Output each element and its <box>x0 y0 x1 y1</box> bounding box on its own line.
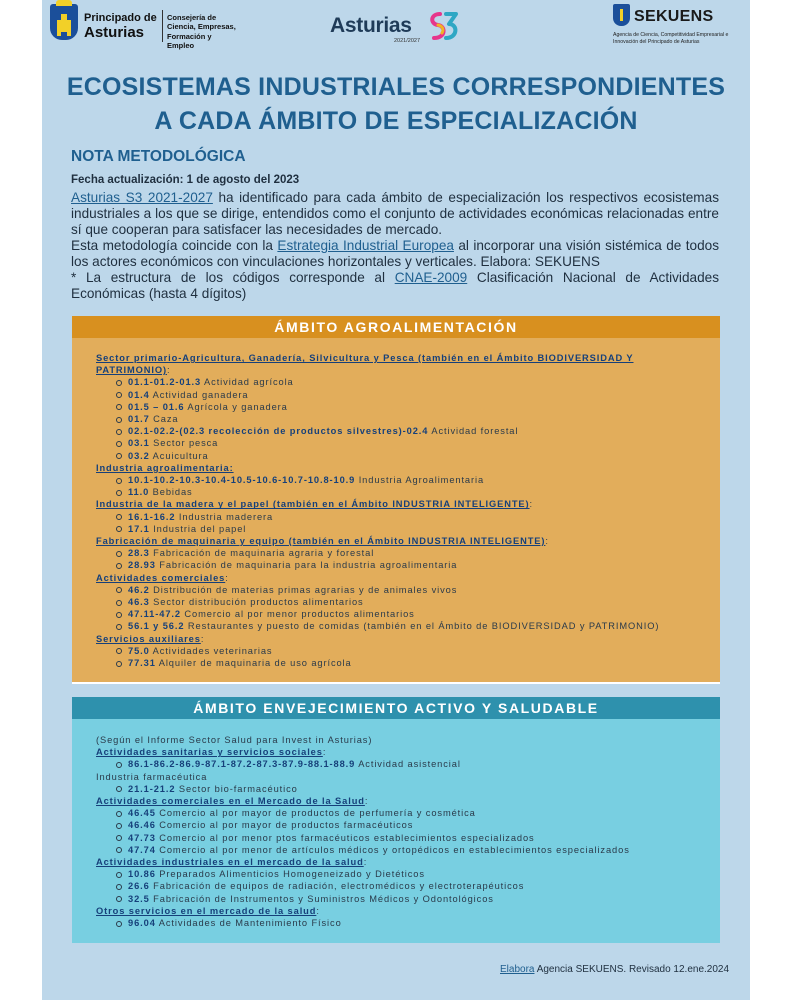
list-item: 01.7 Caza <box>128 413 696 425</box>
env-group-title[interactable]: Actividades industriales en el mercado de la salud <box>96 857 364 868</box>
env-group-items <box>96 783 696 795</box>
list-item: 32.5 Fabricación de Instrumentos y Suministros Médicos y Odontológicos <box>128 893 696 905</box>
agro-section <box>72 338 720 684</box>
list-item: 46.3 Sector distribución productos alimentarios <box>128 596 696 608</box>
list-item: 01.4 Actividad ganadera <box>128 389 696 401</box>
principado-asturias-logo <box>50 4 240 51</box>
nota-heading: NOTA METODOLÓGICA <box>71 148 246 165</box>
agro-group-items <box>96 645 696 669</box>
list-item: 10.86 Preparados Alimenticios Homogeneizado y Dietéticos <box>128 868 696 880</box>
env-group-items <box>96 807 696 856</box>
agro-group-title[interactable]: Actividades comerciales <box>96 572 226 583</box>
s3-wordmark: Asturias <box>330 14 412 37</box>
list-item: 47.74 Comercio al por menor de artículos médicos y ortopédicos en establecimientos especializados <box>128 844 696 856</box>
env-group-title[interactable]: Actividades comerciales en el Mercado de la Salud <box>96 796 365 807</box>
document-page <box>42 0 750 1000</box>
asturias-s3-link[interactable]: Asturias S3 2021-2027 <box>71 190 213 205</box>
asturias-label: Asturias <box>84 24 145 41</box>
list-item: 01.5 – 01.6 Agrícola y ganadera <box>128 401 696 413</box>
sekuens-wordmark: SEKUENS <box>634 8 714 25</box>
list-item: 28.3 Fabricación de maquinaria agraria y forestal <box>128 547 696 559</box>
list-item: 21.1-21.2 Sector bio-farmacéutico <box>128 783 696 795</box>
agro-group-title[interactable]: Industria agroalimentaria: <box>96 462 234 473</box>
cnae-link[interactable]: CNAE-2009 <box>394 270 468 285</box>
list-item: 03.1 Sector pesca <box>128 437 696 449</box>
list-item: 47.73 Comercio al por menor ptos farmacéuticos establecimientos especializados <box>128 832 696 844</box>
sekuens-logo <box>613 4 743 48</box>
agro-group-items <box>96 376 696 461</box>
env-list: (Según el Informe Sector Salud para Invest in Asturias) Actividades sanitarias y servicios sociales: 86.1-86.2-86.9-87.1-87.2-87.3-87.9-88.1-88.9 Actividad asistencial Industria farmacéutica 21.1-21.2 Sector bio-farmacéutico Actividades comerciales en el Mercado de la Salud: 46.45 Comercio al por mayor de productos de perfumería y cosmética 46.46 Comercio al por mayor de productos farmacéuticos 47.73 Comercio al por menor ptos farmacéuticos establecimientos especializados 47.74 Comercio al por menor de artículos médicos y ortopédicos en establecimientos especializados Actividades industriales en el mercado de la salud: 10.86 Preparados Alimenticios Homogeneizado y Dietéticos 26.6 Fabricación de equipos de radiación, electromédicos y electroterapéuticos 32.5 Fabricación de Instrumentos y Suministros Médicos y Odontológicos Otros servicios en el mercado de la salud: 96.04 Actividades de Mantenimiento Físico <box>96 734 696 929</box>
update-date: Fecha actualización: 1 de agosto del 2023 <box>71 174 300 186</box>
principado-label: Principado de <box>84 12 157 24</box>
env-group-title: Industria farmacéutica <box>96 771 208 782</box>
page-title: ECOSISTEMAS INDUSTRIALES CORRESPONDIENTES A CADA ÁMBITO DE ESPECIALIZACIÓN <box>66 73 726 135</box>
list-item: 46.46 Comercio al por mayor de productos farmacéuticos <box>128 819 696 831</box>
asturias-shield-icon <box>50 4 78 40</box>
env-group-title[interactable]: Actividades sanitarias y servicios sociales <box>96 747 323 758</box>
logo-divider <box>162 10 163 42</box>
agro-group-items <box>96 511 696 535</box>
list-item: 77.31 Alquiler de maquinaria de uso agrícola <box>128 657 696 669</box>
list-item: 17.1 Industria del papel <box>128 523 696 535</box>
agro-group-title[interactable]: Sector primario-Agricultura, Ganadería, Silvicultura y Pesca (también en el Ámbito BIODIVERSIDAD Y PATRIMONIO) <box>96 353 634 376</box>
env-group-items <box>96 868 696 905</box>
list-item: 46.45 Comercio al por mayor de productos de perfumería y cosmética <box>128 807 696 819</box>
list-item: 03.2 Acuicultura <box>128 450 696 462</box>
list-item: 75.0 Actividades veterinarias <box>128 645 696 657</box>
footer <box>500 964 729 975</box>
estrategia-industrial-link[interactable]: Estrategia Industrial Europea <box>277 238 454 253</box>
elabora-link[interactable]: Elabora <box>500 964 535 975</box>
agro-group-title[interactable]: Servicios auxiliares <box>96 633 201 644</box>
list-item: 46.2 Distribución de materias primas agrarias y de animales vivos <box>128 584 696 596</box>
agro-group-title[interactable]: Fabricación de maquinaria y equipo (también en el Ámbito INDUSTRIA INTELIGENTE) <box>96 536 546 547</box>
footer-text: Agencia SEKUENS. Revisado 12.ene.2024 <box>534 964 730 975</box>
env-note: (Según el Informe Sector Salud para Invest in Asturias) <box>96 735 373 745</box>
list-item: 02.1-02.2-(02.3 recolección de productos silvestres)-02.4 Actividad forestal <box>128 425 696 437</box>
list-item: 16.1-16.2 Industria maderera <box>128 511 696 523</box>
list-item: 86.1-86.2-86.9-87.1-87.2-87.3-87.9-88.1-88.9 Actividad asistencial <box>128 758 696 770</box>
sekuens-description: Agencia de Ciencia, Competitividad Empresarial e Innovación del Principado de Asturias <box>613 32 729 45</box>
env-group-items <box>96 758 696 770</box>
agro-group-items <box>96 584 696 633</box>
intro-text: Asturias S3 2021-2027 ha identificado para cada ámbito de especialización los respectivos ecosistemas industriales a los que se dirige, entendidos como el conjunto de actividades económicas relacionadas entre sí que cooperan para satisfacer las necesidades de mercado. Esta metodología coincide con la Estrategia Industrial Europea al incorporar una visión sistémica de todos los actores económicos con vinculaciones horizontales y verticales. Elabora: SEKUENS * La estructura de los códigos corresponde al CNAE-2009 Clasificación Nacional de Actividades Económicas (hasta 4 dígitos) <box>71 190 719 301</box>
asturias-s3-logo <box>330 10 462 46</box>
s3-year: 2021/2027 <box>394 38 420 44</box>
agro-section-heading: ÁMBITO AGROALIMENTACIÓN <box>72 316 720 338</box>
list-item: 26.6 Fabricación de equipos de radiación, electromédicos y electroterapéuticos <box>128 880 696 892</box>
env-group-title[interactable]: Otros servicios en el mercado de la salud <box>96 905 317 916</box>
list-item: 10.1-10.2-10.3-10.4-10.5-10.6-10.7-10.8-10.9 Industria Agroalimentaria <box>128 474 696 486</box>
list-item: 11.0 Bebidas <box>128 486 696 498</box>
list-item: 56.1 y 56.2 Restaurantes y puesto de comidas (también en el Ámbito de BIODIVERSIDAD y PATRIMONIO) <box>128 620 696 632</box>
sekuens-shield-icon <box>613 4 630 26</box>
agro-group-items <box>96 547 696 571</box>
consejeria-label: Consejería de Ciencia, Empresas, Formación y Empleo <box>167 13 236 51</box>
env-group-items <box>96 917 696 929</box>
agro-group-items <box>96 474 696 498</box>
list-item: 28.93 Fabricación de maquinaria para la industria agroalimentaria <box>128 559 696 571</box>
env-section-heading: ÁMBITO ENVEJECIMIENTO ACTIVO Y SALUDABLE <box>72 697 720 719</box>
list-item: 47.11-47.2 Comercio al por menor productos alimentarios <box>128 608 696 620</box>
agro-list: Sector primario-Agricultura, Ganadería, Silvicultura y Pesca (también en el Ámbito BIODIVERSIDAD Y PATRIMONIO): 01.1-01.2-01.3 Actividad agrícola 01.4 Actividad ganadera 01.5 – 01.6 Agrícola y ganadera 01.7 Caza 02.1-02.2-(02.3 recolección de productos silvestres)-02.4 Actividad forestal 03.1 Sector pesca 03.2 Acuicultura Industria agroalimentaria: 10.1-10.2-10.3-10.4-10.5-10.6-10.7-10.8-10.9 Industria Agroalimentaria 11.0 Bebidas Industria de la madera y el papel (también en el Ámbito INDUSTRIA INTELIGENTE): 16.1-16.2 Industria maderera 17.1 Industria del papel Fabricación de maquinaria y equipo (también en el Ámbito INDUSTRIA INTELIGENTE): 28.3 Fabricación de maquinaria agraria y forestal 28.93 Fabricación de maquinaria para la industria agroalimentaria Actividades comerciales: 46.2 Distribución de materias primas agrarias y de animales vivos 46.3 Sector distribución productos alimentarios 47.11-47.2 Comercio al por menor productos alimentarios 56.1 y 56.2 Restaurantes y puesto de comidas (también en el Ámbito de BIODIVERSIDAD y PATRIMONIO) Servicios auxiliares: 75.0 Actividades veterinarias 77.31 Alquiler de maquinaria de uso agrícola <box>96 352 696 669</box>
list-item: 01.1-01.2-01.3 Actividad agrícola <box>128 376 696 388</box>
env-section <box>72 719 720 943</box>
list-item: 96.04 Actividades de Mantenimiento Físico <box>128 917 696 929</box>
agro-group-title[interactable]: Industria de la madera y el papel (también en el Ámbito INDUSTRIA INTELIGENTE) <box>96 499 530 510</box>
s3-mark-icon <box>426 10 460 42</box>
header-logos <box>42 0 750 50</box>
